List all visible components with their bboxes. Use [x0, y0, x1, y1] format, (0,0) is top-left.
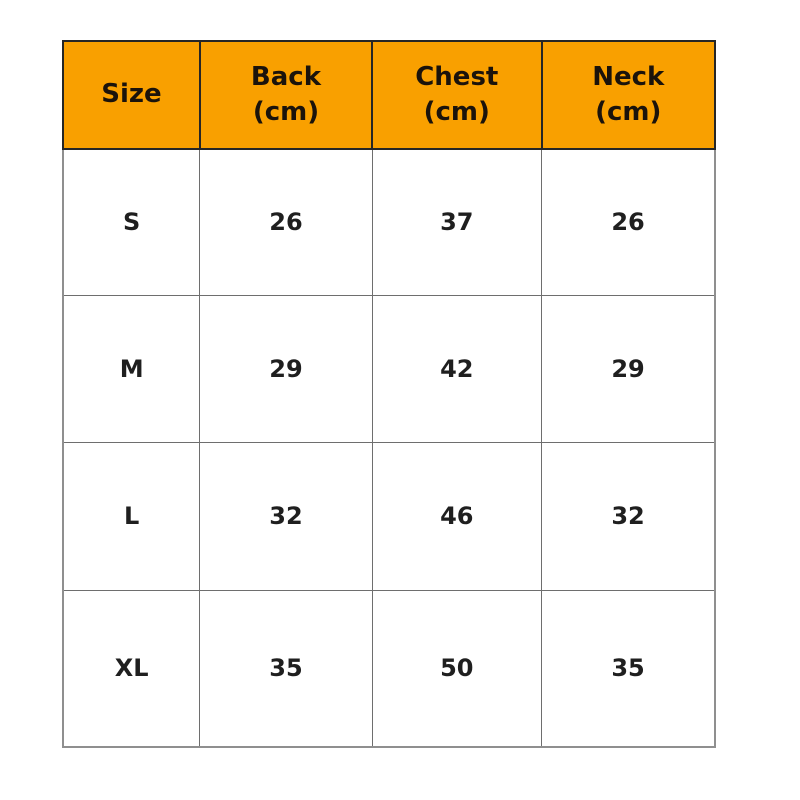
- neck-value-cell: 26: [542, 149, 715, 295]
- chest-value-cell: 42: [372, 295, 542, 442]
- neck-value-cell: 35: [542, 590, 715, 747]
- header-unit: (cm): [252, 97, 320, 127]
- header-label: Size: [101, 79, 162, 110]
- size-chart-table: [62, 40, 716, 748]
- size-label-cell: XL: [63, 590, 200, 747]
- header-label: Chest: [415, 61, 499, 92]
- size-label-cell: M: [63, 295, 200, 442]
- table-row-l: [63, 442, 715, 590]
- header-label: Back: [250, 61, 321, 92]
- chest-value-cell: 50: [372, 590, 542, 747]
- back-value-cell: 26: [200, 149, 372, 295]
- back-value-cell: 29: [200, 295, 372, 442]
- header-cell-size: [63, 41, 200, 149]
- header-cell-back: [200, 41, 372, 149]
- chest-value-cell: 46: [372, 442, 542, 590]
- neck-value-cell: 32: [542, 442, 715, 590]
- back-value-cell: 35: [200, 590, 372, 747]
- header-unit: (cm): [595, 97, 662, 127]
- header-cell-neck: [542, 41, 715, 149]
- header-cell-chest: [372, 41, 542, 149]
- size-label-cell: L: [63, 442, 200, 590]
- back-value-cell: 32: [200, 442, 372, 590]
- header-label: Neck: [592, 61, 665, 92]
- header-unit: (cm): [423, 97, 490, 127]
- table-row-xl: [63, 590, 715, 747]
- neck-value-cell: 29: [542, 295, 715, 442]
- table-row-m: [63, 295, 715, 442]
- table-row-s: [63, 149, 715, 295]
- header-row: [63, 41, 715, 149]
- chest-value-cell: 37: [372, 149, 542, 295]
- size-label-cell: S: [63, 149, 200, 295]
